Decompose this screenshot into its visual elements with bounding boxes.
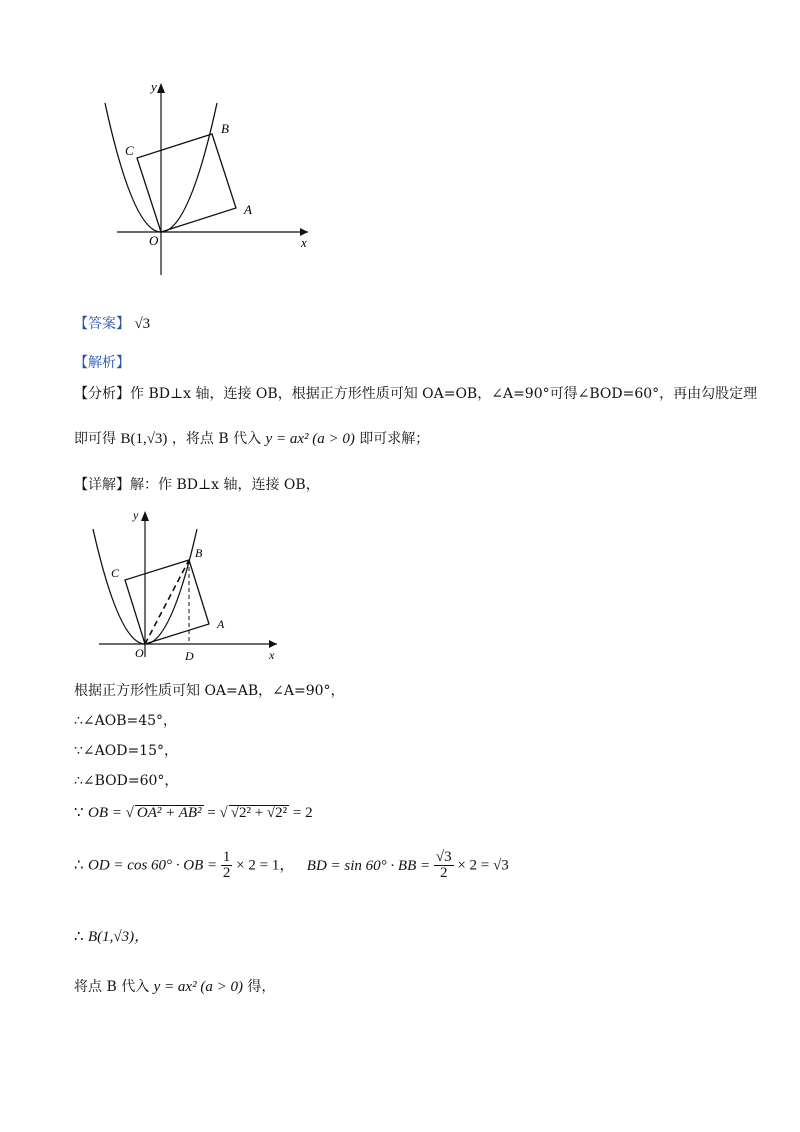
fenxi-line-2 xyxy=(74,428,429,448)
fig1-label-o: O xyxy=(149,233,159,248)
fig1-label-x: x xyxy=(301,235,307,250)
s8-formula: y = ax² (a > 0) xyxy=(153,979,243,995)
s5-eq3: = 2 xyxy=(289,805,313,821)
s7-point: B(1,√3)， xyxy=(88,929,150,945)
step-5: ∵ OB = √ OA² + AB² = √ √2² + √2² = 2 xyxy=(74,803,313,821)
s5-eq1: OB = xyxy=(88,805,126,821)
square-oabc xyxy=(137,134,236,232)
s6-b: × 2 = 1， xyxy=(232,857,295,874)
detail-line xyxy=(74,474,320,494)
s8-a: 将点 B 代入 xyxy=(74,979,150,995)
detail-text: 解：作 BD⊥x 轴，连接 OB， xyxy=(130,477,320,493)
fenxi-text2-c: 即可求解； xyxy=(359,431,430,447)
fenxi-point: B(1,√3) xyxy=(120,431,168,447)
fraction-numerator: √3 xyxy=(435,849,452,865)
fig2-label-b: B xyxy=(195,546,203,560)
because-symbol: ∵ xyxy=(74,803,84,821)
step-7 xyxy=(74,925,149,946)
y-axis-arrow xyxy=(141,511,149,521)
answer-tag: 【答案】 xyxy=(74,316,130,332)
fig2-label-x: x xyxy=(269,648,275,662)
therefore-symbol: ∴ xyxy=(74,855,84,874)
fenxi-line-1 xyxy=(74,383,757,403)
fraction-one-half xyxy=(221,850,233,881)
s6-c: BD = sin 60° · BB = xyxy=(306,857,434,874)
answer-value: √3 xyxy=(134,316,151,332)
step-2: ∴∠AOB=45°， xyxy=(74,713,178,729)
fraction-denominator: 2 xyxy=(222,865,231,881)
segment-ob-dashed xyxy=(145,560,189,644)
step-1: 根据正方形性质可知 OA=AB，∠A=90°， xyxy=(74,683,345,699)
fenxi-formula: y = ax² (a > 0) xyxy=(265,431,355,447)
fig2-label-c: C xyxy=(111,566,120,580)
figure-2-diagram xyxy=(85,505,285,665)
analysis-tag: 【解析】 xyxy=(74,355,130,371)
s6-a: OD = cos 60° · OB = xyxy=(88,857,221,874)
detail-tag: 【详解】 xyxy=(74,477,130,493)
fenxi-tag: 【分析】 xyxy=(74,386,130,402)
figure-1-diagram xyxy=(95,75,325,285)
x-axis-arrow xyxy=(269,640,277,648)
fig1-label-y: y xyxy=(151,79,157,94)
square-oabc xyxy=(125,560,209,644)
step-4: ∴∠BOD=60°， xyxy=(74,773,179,789)
s6-d: × 2 = √3 xyxy=(453,857,509,874)
fig2-label-y: y xyxy=(133,508,139,522)
y-axis-arrow xyxy=(157,83,165,93)
fig2-label-a: A xyxy=(217,617,225,631)
step-8 xyxy=(74,976,275,996)
step-3: ∵∠AOD=15°， xyxy=(74,743,178,759)
fenxi-text2-a: 即可得 xyxy=(74,431,116,447)
s8-b: 得， xyxy=(247,979,276,995)
fenxi-text2-b: ，将点 B 代入 xyxy=(171,431,262,447)
fig2-label-o: O xyxy=(135,646,144,660)
fig1-label-b: B xyxy=(221,121,229,136)
step-6 xyxy=(74,850,509,881)
fig1-label-c: C xyxy=(125,143,134,158)
fraction-root3-half xyxy=(434,850,454,881)
answer-line xyxy=(74,313,150,333)
fraction-denominator: 2 xyxy=(439,865,448,881)
fenxi-text: 作 BD⊥x 轴，连接 OB，根据正方形性质可知 OA=OB，∠A=90°可得∠BOD=60°，再由勾股定理 xyxy=(130,386,758,402)
fraction-numerator: 1 xyxy=(222,849,231,865)
s5-eq2: = xyxy=(203,805,220,821)
s5-radical-2: √2² + √2² xyxy=(230,805,288,821)
fig1-label-a: A xyxy=(244,202,252,217)
therefore-symbol: ∴ xyxy=(74,927,84,945)
fig2-label-d: D xyxy=(185,649,194,663)
s5-radical-1: OA² + AB² xyxy=(136,805,202,821)
